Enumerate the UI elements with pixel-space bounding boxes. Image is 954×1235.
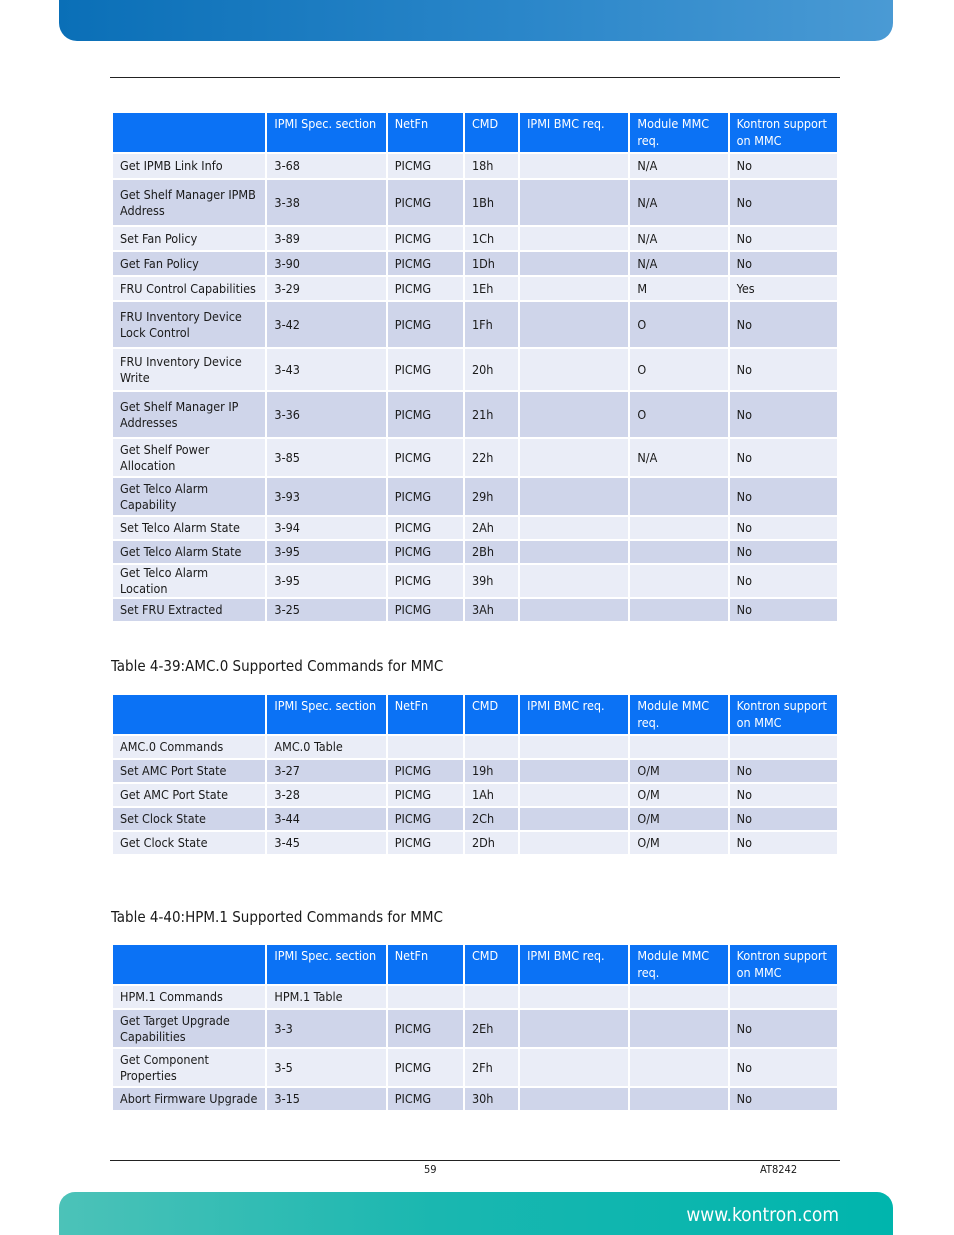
cell-name: Abort Firmware Upgrade bbox=[113, 1088, 265, 1110]
cell-mmc: N/A bbox=[630, 252, 727, 275]
cell-netfn: PICMG bbox=[388, 1088, 463, 1110]
header-cell-cmd: CMD bbox=[465, 695, 518, 734]
cell-name: HPM.1 Commands bbox=[113, 986, 265, 1008]
cell-spec: 3-27 bbox=[267, 760, 385, 782]
cell-name: FRU Inventory Device Lock Control bbox=[113, 302, 265, 347]
cell-kontron: No bbox=[730, 784, 837, 806]
header-cell-spec: IPMI Spec. section bbox=[267, 113, 385, 152]
cell-name: FRU Inventory Device Write bbox=[113, 349, 265, 390]
cell-bmc bbox=[520, 565, 628, 597]
cell-bmc bbox=[520, 832, 628, 854]
cell-spec: 3-68 bbox=[267, 154, 385, 178]
cell-spec: 3-43 bbox=[267, 349, 385, 390]
cell-kontron: No bbox=[730, 541, 837, 563]
cell-mmc: O bbox=[630, 392, 727, 437]
cell-bmc bbox=[520, 784, 628, 806]
cell-kontron: No bbox=[730, 760, 837, 782]
cell-netfn bbox=[388, 986, 463, 1008]
cell-kontron: No bbox=[730, 599, 837, 621]
cell-mmc: O bbox=[630, 349, 727, 390]
cell-name: Get Target Upgrade Capabilities bbox=[113, 1010, 265, 1047]
table-caption-amc: Table 4-39:AMC.0 Supported Commands for MMC bbox=[111, 657, 444, 675]
cell-netfn: PICMG bbox=[388, 349, 463, 390]
cell-netfn: PICMG bbox=[388, 517, 463, 539]
cell-kontron: No bbox=[730, 302, 837, 347]
cell-mmc: O/M bbox=[630, 784, 727, 806]
table-row bbox=[113, 1049, 837, 1086]
header-cell-spec: IPMI Spec. section bbox=[267, 945, 385, 984]
table-row bbox=[113, 986, 837, 1008]
cell-bmc bbox=[520, 349, 628, 390]
cell-mmc: N/A bbox=[630, 439, 727, 476]
cell-bmc bbox=[520, 302, 628, 347]
cell-netfn: PICMG bbox=[388, 302, 463, 347]
table-row bbox=[113, 784, 837, 806]
cell-spec: 3-93 bbox=[267, 478, 385, 515]
cell-bmc bbox=[520, 1088, 628, 1110]
header-cell-bmc: IPMI BMC req. bbox=[520, 945, 628, 984]
cell-netfn: PICMG bbox=[388, 1010, 463, 1047]
table-row bbox=[113, 349, 837, 390]
header-cell-kontron: Kontron support on MMC bbox=[730, 945, 837, 984]
cell-name: Set Telco Alarm State bbox=[113, 517, 265, 539]
cell-kontron: No bbox=[730, 154, 837, 178]
cell-name: Get Shelf Power Allocation bbox=[113, 439, 265, 476]
cell-name: Set AMC Port State bbox=[113, 760, 265, 782]
bottom-banner bbox=[59, 1192, 893, 1235]
cell-cmd: 2Eh bbox=[465, 1010, 518, 1047]
cell-spec: 3-45 bbox=[267, 832, 385, 854]
cell-bmc bbox=[520, 760, 628, 782]
table-row bbox=[113, 541, 837, 563]
cell-netfn: PICMG bbox=[388, 154, 463, 178]
cell-netfn bbox=[388, 736, 463, 758]
cell-mmc bbox=[630, 565, 727, 597]
cell-name: Get AMC Port State bbox=[113, 784, 265, 806]
cell-mmc: N/A bbox=[630, 227, 727, 250]
table-header-row bbox=[113, 945, 837, 984]
table-row bbox=[113, 277, 837, 300]
footer-rule bbox=[110, 1160, 840, 1161]
cell-bmc bbox=[520, 736, 628, 758]
cell-name: Set Fan Policy bbox=[113, 227, 265, 250]
cell-bmc bbox=[520, 277, 628, 300]
cell-netfn: PICMG bbox=[388, 1049, 463, 1086]
cell-spec: 3-38 bbox=[267, 180, 385, 225]
cell-spec: 3-3 bbox=[267, 1010, 385, 1047]
cell-spec: 3-90 bbox=[267, 252, 385, 275]
cell-bmc bbox=[520, 517, 628, 539]
cell-spec: 3-36 bbox=[267, 392, 385, 437]
cell-netfn: PICMG bbox=[388, 760, 463, 782]
cell-bmc bbox=[520, 392, 628, 437]
cell-cmd: 18h bbox=[465, 154, 518, 178]
cell-kontron: No bbox=[730, 565, 837, 597]
cell-name: Get Telco Alarm State bbox=[113, 541, 265, 563]
header-cell-netfn: NetFn bbox=[388, 695, 463, 734]
cell-bmc bbox=[520, 439, 628, 476]
header-cell-cmd: CMD bbox=[465, 945, 518, 984]
table-row bbox=[113, 227, 837, 250]
cell-mmc bbox=[630, 478, 727, 515]
cell-cmd: 1Bh bbox=[465, 180, 518, 225]
cell-name: Set FRU Extracted bbox=[113, 599, 265, 621]
header-cell-netfn: NetFn bbox=[388, 945, 463, 984]
table-header-row bbox=[113, 695, 837, 734]
table-row bbox=[113, 392, 837, 437]
table-row bbox=[113, 302, 837, 347]
cell-name: Get Shelf Manager IPMB Address bbox=[113, 180, 265, 225]
cell-cmd: 1Eh bbox=[465, 277, 518, 300]
cell-netfn: PICMG bbox=[388, 832, 463, 854]
cell-cmd: 39h bbox=[465, 565, 518, 597]
product-model: AT8242 bbox=[760, 1163, 798, 1176]
table-row bbox=[113, 478, 837, 515]
cell-cmd: 3Ah bbox=[465, 599, 518, 621]
cell-kontron bbox=[730, 736, 837, 758]
header-cell-command bbox=[113, 113, 265, 152]
cell-spec: 3-5 bbox=[267, 1049, 385, 1086]
header-cell-mmc: Module MMC req. bbox=[630, 113, 727, 152]
cell-bmc bbox=[520, 1049, 628, 1086]
header-cell-bmc: IPMI BMC req. bbox=[520, 113, 628, 152]
cell-bmc bbox=[520, 227, 628, 250]
table-row bbox=[113, 1088, 837, 1110]
website-link[interactable]: www.kontron.com bbox=[686, 1204, 839, 1226]
cell-netfn: PICMG bbox=[388, 392, 463, 437]
header-cell-cmd: CMD bbox=[465, 113, 518, 152]
cell-cmd: 29h bbox=[465, 478, 518, 515]
cell-cmd bbox=[465, 986, 518, 1008]
table-row bbox=[113, 760, 837, 782]
cell-mmc: N/A bbox=[630, 180, 727, 225]
cell-mmc bbox=[630, 1049, 727, 1086]
table-row bbox=[113, 252, 837, 275]
cell-cmd: 1Fh bbox=[465, 302, 518, 347]
cell-bmc bbox=[520, 808, 628, 830]
cell-bmc bbox=[520, 478, 628, 515]
cell-spec: 3-94 bbox=[267, 517, 385, 539]
header-cell-kontron: Kontron support on MMC bbox=[730, 695, 837, 734]
table-row bbox=[113, 832, 837, 854]
cell-name: Get Fan Policy bbox=[113, 252, 265, 275]
cell-bmc bbox=[520, 541, 628, 563]
cell-name: Get Clock State bbox=[113, 832, 265, 854]
cell-mmc bbox=[630, 986, 727, 1008]
cell-kontron: No bbox=[730, 832, 837, 854]
cell-netfn: PICMG bbox=[388, 808, 463, 830]
table-header-row bbox=[113, 113, 837, 152]
table-row bbox=[113, 1010, 837, 1047]
cell-spec: HPM.1 Table bbox=[267, 986, 385, 1008]
cell-bmc bbox=[520, 599, 628, 621]
header-cell-command bbox=[113, 695, 265, 734]
cell-name: AMC.0 Commands bbox=[113, 736, 265, 758]
cell-name: Get Shelf Manager IP Addresses bbox=[113, 392, 265, 437]
table-row bbox=[113, 736, 837, 758]
cell-spec: 3-28 bbox=[267, 784, 385, 806]
hpm-commands-table bbox=[111, 943, 839, 1112]
cell-kontron: No bbox=[730, 1088, 837, 1110]
cell-name: Get Component Properties bbox=[113, 1049, 265, 1086]
cell-cmd: 2Ch bbox=[465, 808, 518, 830]
cell-kontron: No bbox=[730, 392, 837, 437]
cell-bmc bbox=[520, 986, 628, 1008]
table-row bbox=[113, 808, 837, 830]
cell-mmc: N/A bbox=[630, 154, 727, 178]
cell-cmd: 22h bbox=[465, 439, 518, 476]
header-cell-kontron: Kontron support on MMC bbox=[730, 113, 837, 152]
cell-bmc bbox=[520, 252, 628, 275]
table-row bbox=[113, 599, 837, 621]
cell-mmc: O/M bbox=[630, 832, 727, 854]
header-cell-command bbox=[113, 945, 265, 984]
cell-kontron: No bbox=[730, 1010, 837, 1047]
cell-bmc bbox=[520, 1010, 628, 1047]
table-row bbox=[113, 439, 837, 476]
cell-name: Get Telco Alarm Location bbox=[113, 565, 265, 597]
cell-mmc bbox=[630, 517, 727, 539]
table-row bbox=[113, 565, 837, 597]
cell-mmc bbox=[630, 1010, 727, 1047]
cell-netfn: PICMG bbox=[388, 227, 463, 250]
header-rule bbox=[110, 77, 840, 78]
cell-netfn: PICMG bbox=[388, 277, 463, 300]
cell-kontron: No bbox=[730, 349, 837, 390]
cell-spec: AMC.0 Table bbox=[267, 736, 385, 758]
cell-spec: 3-95 bbox=[267, 541, 385, 563]
cell-bmc bbox=[520, 180, 628, 225]
cell-name: Set Clock State bbox=[113, 808, 265, 830]
cell-mmc bbox=[630, 736, 727, 758]
table-row bbox=[113, 180, 837, 225]
cell-spec: 3-95 bbox=[267, 565, 385, 597]
cell-mmc: O/M bbox=[630, 808, 727, 830]
cell-spec: 3-25 bbox=[267, 599, 385, 621]
header-cell-spec: IPMI Spec. section bbox=[267, 695, 385, 734]
cell-netfn: PICMG bbox=[388, 541, 463, 563]
cell-netfn: PICMG bbox=[388, 180, 463, 225]
cell-spec: 3-15 bbox=[267, 1088, 385, 1110]
cell-netfn: PICMG bbox=[388, 599, 463, 621]
table-row bbox=[113, 517, 837, 539]
cell-mmc bbox=[630, 541, 727, 563]
cell-cmd: 21h bbox=[465, 392, 518, 437]
cell-mmc bbox=[630, 1088, 727, 1110]
cell-kontron: No bbox=[730, 180, 837, 225]
cell-netfn: PICMG bbox=[388, 478, 463, 515]
header-cell-bmc: IPMI BMC req. bbox=[520, 695, 628, 734]
cell-spec: 3-42 bbox=[267, 302, 385, 347]
cell-spec: 3-89 bbox=[267, 227, 385, 250]
cell-cmd: 1Ch bbox=[465, 227, 518, 250]
cell-cmd: 1Ah bbox=[465, 784, 518, 806]
table-caption-hpm: Table 4-40:HPM.1 Supported Commands for MMC bbox=[111, 908, 443, 926]
cell-spec: 3-85 bbox=[267, 439, 385, 476]
cell-spec: 3-44 bbox=[267, 808, 385, 830]
cell-kontron: No bbox=[730, 439, 837, 476]
cell-mmc: O bbox=[630, 302, 727, 347]
cell-kontron: No bbox=[730, 478, 837, 515]
cell-netfn: PICMG bbox=[388, 784, 463, 806]
amc-commands-table bbox=[111, 693, 839, 856]
top-banner bbox=[59, 0, 893, 41]
cell-kontron: No bbox=[730, 227, 837, 250]
cell-kontron: Yes bbox=[730, 277, 837, 300]
cell-cmd bbox=[465, 736, 518, 758]
header-cell-mmc: Module MMC req. bbox=[630, 695, 727, 734]
cell-cmd: 2Dh bbox=[465, 832, 518, 854]
cell-kontron: No bbox=[730, 517, 837, 539]
cell-bmc bbox=[520, 154, 628, 178]
cell-cmd: 2Bh bbox=[465, 541, 518, 563]
cell-netfn: PICMG bbox=[388, 565, 463, 597]
cell-name: FRU Control Capabilities bbox=[113, 277, 265, 300]
cell-mmc: O/M bbox=[630, 760, 727, 782]
cell-cmd: 1Dh bbox=[465, 252, 518, 275]
cell-cmd: 2Fh bbox=[465, 1049, 518, 1086]
cell-kontron: No bbox=[730, 252, 837, 275]
picmg-commands-table bbox=[111, 111, 839, 623]
cell-cmd: 20h bbox=[465, 349, 518, 390]
cell-kontron: No bbox=[730, 1049, 837, 1086]
cell-name: Get Telco Alarm Capability bbox=[113, 478, 265, 515]
cell-netfn: PICMG bbox=[388, 439, 463, 476]
page-number: 59 bbox=[424, 1163, 437, 1176]
cell-name: Get IPMB Link Info bbox=[113, 154, 265, 178]
cell-cmd: 30h bbox=[465, 1088, 518, 1110]
cell-kontron bbox=[730, 986, 837, 1008]
cell-mmc bbox=[630, 599, 727, 621]
cell-cmd: 19h bbox=[465, 760, 518, 782]
cell-cmd: 2Ah bbox=[465, 517, 518, 539]
header-cell-mmc: Module MMC req. bbox=[630, 945, 727, 984]
cell-mmc: M bbox=[630, 277, 727, 300]
table-row bbox=[113, 154, 837, 178]
cell-kontron: No bbox=[730, 808, 837, 830]
cell-spec: 3-29 bbox=[267, 277, 385, 300]
cell-netfn: PICMG bbox=[388, 252, 463, 275]
header-cell-netfn: NetFn bbox=[388, 113, 463, 152]
